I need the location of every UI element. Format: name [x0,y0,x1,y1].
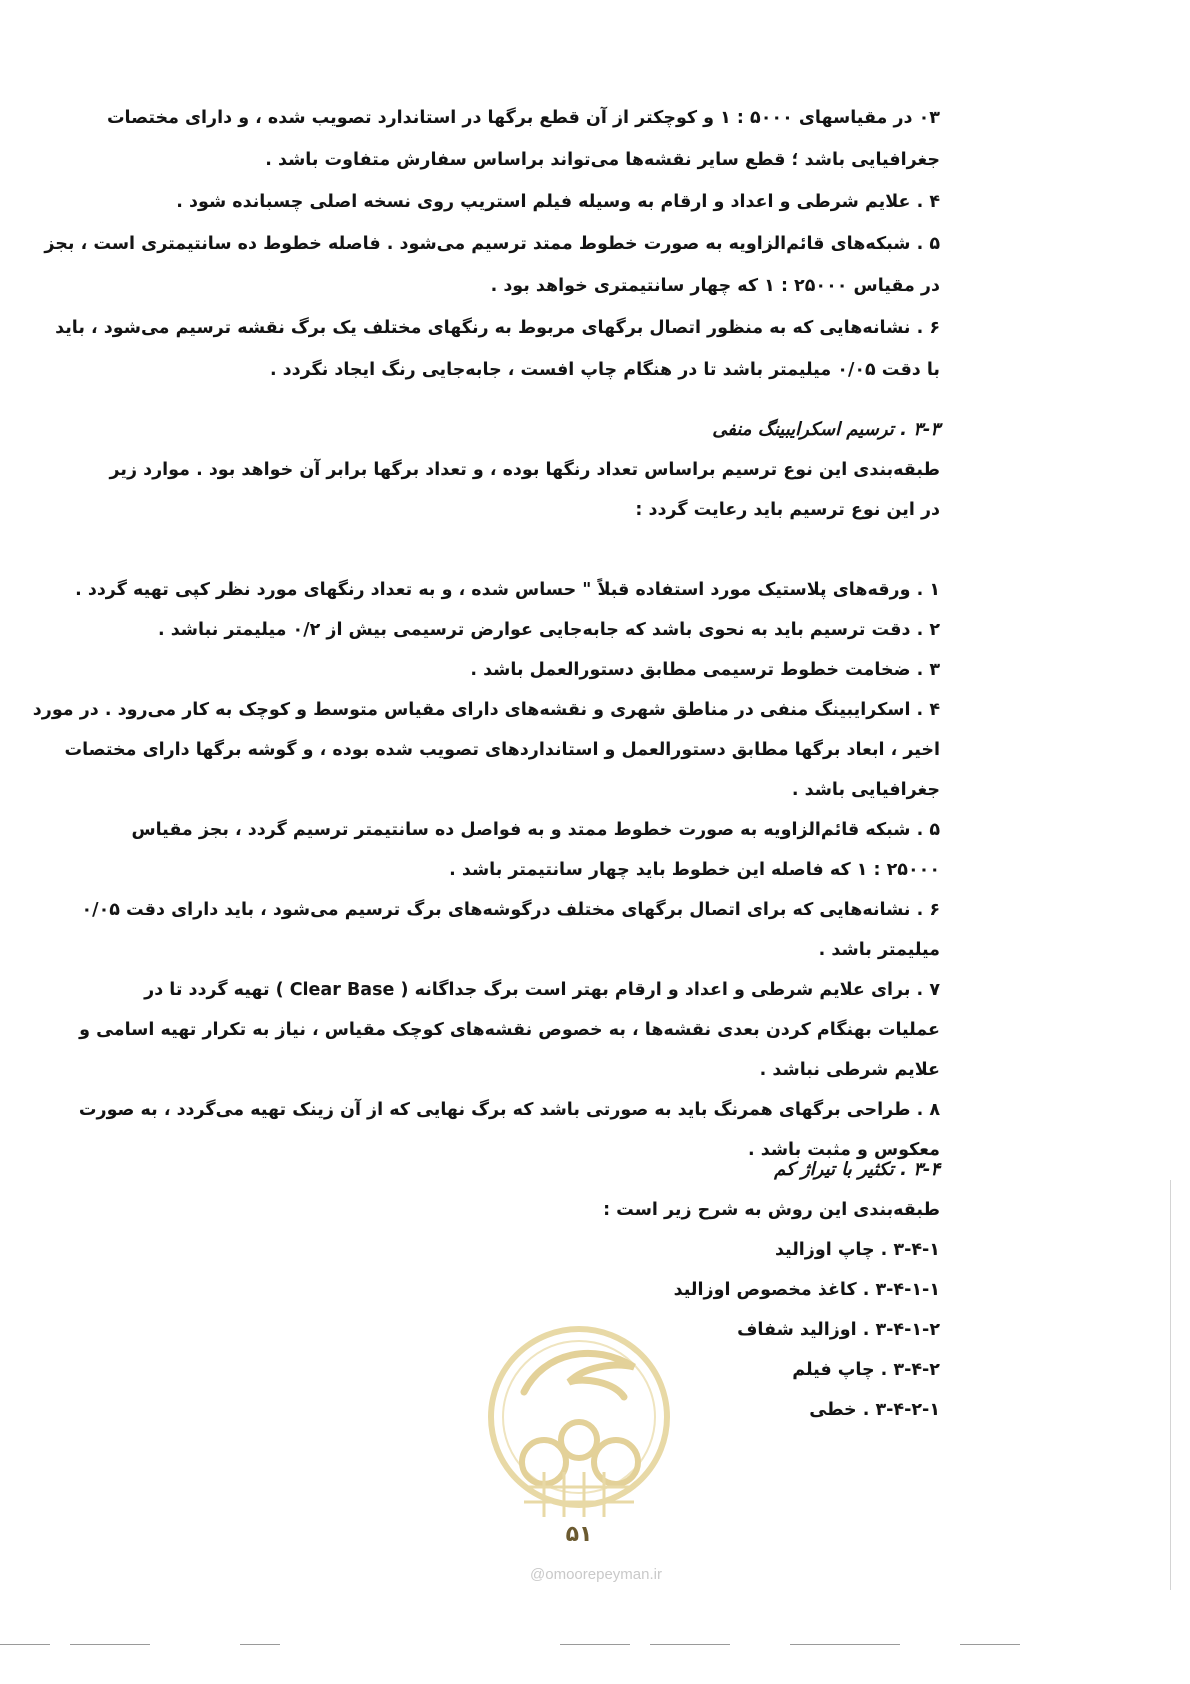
body-line: با دقت ۰/۰۵ میلیمتر باشد تا در هنگام چاپ افست ، جابه‌جایی رنگ ایجاد نگردد . [269,360,940,380]
subsection-item: ۳-۴-۲-۱ . خطی [809,1400,940,1420]
subsection-item: ۳-۴-۱ . چاپ اوزالید [774,1240,940,1260]
list-item: ۵ . شبکه قائم‌الزاویه به صورت خطوط ممتد و به فواصل ده سانتیمتر ترسیم گردد ، بجز مقیاس [131,820,940,840]
scan-bottom-line [650,1644,730,1645]
list-item: ۲ . دقت ترسیم باید به نحوی باشد که جابه‌جایی عوارض ترسیمی بیش از ۰/۲ میلیمتر نباشد . [157,620,940,640]
list-item-continuation: معکوس و مثبت باشد . [747,1140,940,1160]
page-number: ۵۱ [565,1522,593,1547]
section-heading: ۳-۳ . ترسیم اسکرایبینگ منفی [712,419,940,440]
subsection-item: ۳-۴-۱-۱ . کاغذ مخصوص اوزالید [673,1280,940,1300]
scan-bottom-line [240,1644,280,1645]
watermark-seal-logo [484,1322,674,1532]
list-item: ۸ . طراحی برگهای همرنگ باید به صورتی باشد که برگ نهایی که از آن زینک تهیه می‌گردد ، به صورت [78,1100,940,1120]
subsection-item: ۳-۴-۱-۲ . اوزالید شفاف [737,1320,940,1340]
scan-bottom-line [790,1644,900,1645]
scan-edge-line [1170,1180,1171,1590]
section-3-3 [32,410,940,1170]
scan-bottom-line [560,1644,630,1645]
body-line: در مقیاس ۲۵۰۰۰ : ۱ که چهار سانتیمتری خواهد بود . [490,276,940,296]
section-heading: ۳-۴ . تکثیر با تیراژ کم [774,1159,940,1180]
list-item-continuation: علایم شرطی نباشد . [759,1060,940,1080]
intro-line: در این نوع ترسیم باید رعایت گردد : [635,500,940,520]
body-line: ۴ . علایم شرطی و اعداد و ارقام به وسیله فیلم استریپ روی نسخه اصلی چسبانده شود . [176,192,940,212]
scan-bottom-line [70,1644,150,1645]
intro-line: طبقه‌بندی این روش به شرح زیر است : [603,1200,940,1220]
subsection-item: ۳-۴-۲ . چاپ فیلم [792,1360,940,1380]
body-line: جغرافیایی باشد ؛ قطع سایر نقشه‌ها می‌تواند براساس سفارش متفاوت باشد . [265,150,940,170]
list-item-continuation: عملیات بهنگام کردن بعدی نقشه‌ها ، به خصوص نقشه‌های کوچک مقیاس ، نیاز به تکرار تهیه اسامی و [79,1020,940,1040]
list-item-continuation: اخیر ، ابعاد برگها مطابق دستورالعمل و استانداردهای تصویب شده بوده ، و گوشه برگها دارای مختصات [64,740,940,760]
list-item: ۳ . ضخامت خطوط ترسیمی مطابق دستورالعمل باشد . [470,660,940,680]
website-watermark: @omoorepeyman.ir [530,1566,662,1583]
body-line: ۵ . شبکه‌های قائم‌الزاویه به صورت خطوط ممتد ترسیم می‌شود . فاصله خطوط ده سانتیمتری است ، بجز [44,234,940,254]
list-item-continuation: میلیمتر باشد . [818,940,940,960]
scan-bottom-line [960,1644,1020,1645]
intro-line: طبقه‌بندی این نوع ترسیم براساس تعداد رنگها بوده ، و تعداد برگها برابر آن خواهد بود . موارد زیر [109,460,940,480]
list-item: ۴ . اسکرایبینگ منفی در مناطق شهری و نقشه‌های دارای مقیاس متوسط و کوچک به کار می‌رود . در مورد [32,700,940,720]
scan-bottom-line [0,1644,50,1645]
list-item: ۱ . ورقه‌های پلاستیک مورد استفاده قبلاً " حساس شده ، و به تعداد رنگهای مورد نظر کپی تهیه گردد . [75,580,940,600]
body-line: ۶ . نشانه‌هایی که به منظور اتصال برگهای مربوط به رنگهای مختلف یک برگ نقشه ترسیم می‌شود ، باید [55,318,940,338]
list-item-continuation: جغرافیایی باشد . [791,780,940,800]
previous-list-section [44,98,940,392]
body-line: ۰۳ در مقیاسهای ۵۰۰۰ : ۱ و کوچکتر از آن قطع برگها در استاندارد تصویب شده ، و دارای مختصات [106,108,940,128]
list-item-continuation: ۲۵۰۰۰ : ۱ که فاصله این خطوط باید چهار سانتیمتر باشد . [449,860,940,880]
list-item: ۷ . برای علایم شرطی و اعداد و ارقام بهتر است برگ جداگانه ( Clear Base ) تهیه گردد تا در [144,980,940,1000]
list-item: ۶ . نشانه‌هایی که برای اتصال برگهای مختلف درگوشه‌های برگ ترسیم می‌شود ، باید دارای دقت ۰/۰۵ [81,900,940,920]
